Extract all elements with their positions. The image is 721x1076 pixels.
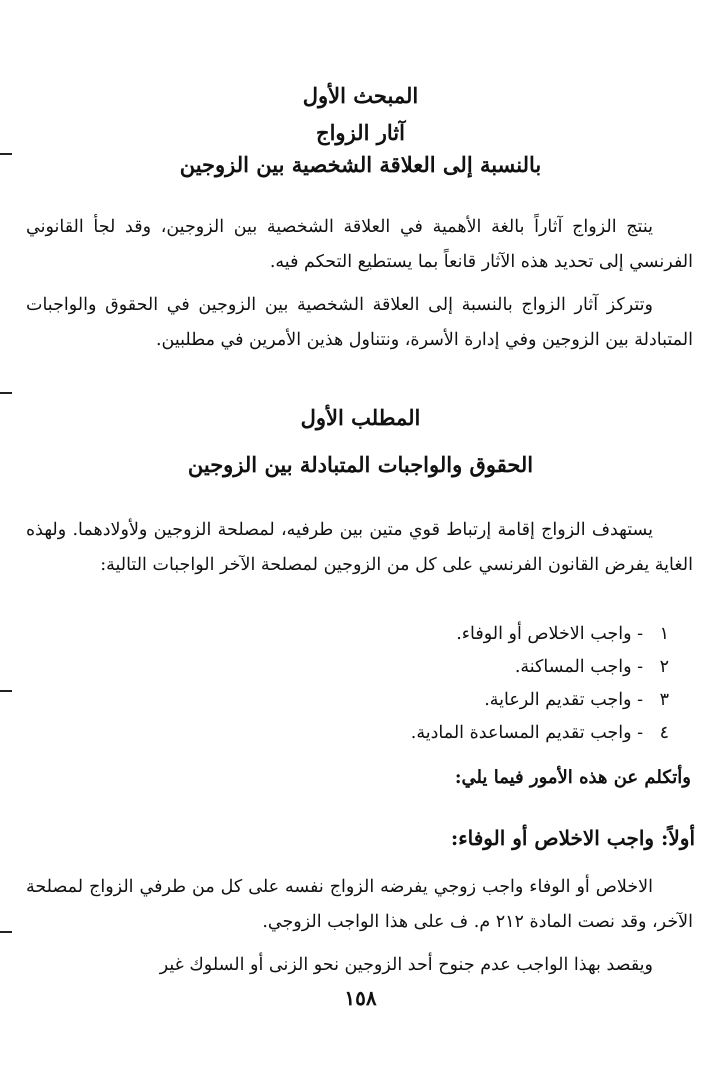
paragraph-2: وتتركز آثار الزواج بالنسبة إلى العلاقة الشخصية بين الزوجين في الحقوق والواجبات المتبادلة بين الزوجين وفي إدارة الأسرة، ونتناول هذين الأمرين في مطلبين. <box>26 295 693 350</box>
list-item <box>60 618 669 651</box>
paragraph-4: الاخلاص أو الوفاء واجب زوجي يفرضه الزواج نفسه على كل من طرفي الزواج لمصلحة الآخر، وقد نصت المادة ٢١٢ م. ف على هذا الواجب الزوجي. <box>26 877 693 932</box>
margin-mark <box>0 931 12 933</box>
chapter-heading: المبحث الأول <box>302 83 419 108</box>
section-heading: المطلب الأول <box>300 405 421 430</box>
subtitle-heading: بالنسبة إلى العلاقة الشخصية بين الزوجين <box>179 152 542 177</box>
paragraph-5: ويقصد بهذا الواجب عدم جنوح أحد الزوجين نحو الزنى أو السلوك غير <box>159 955 653 975</box>
paragraph-3: يستهدف الزواج إقامة إرتباط قوي متين بين طرفيه، لمصلحة الزوجين ولأولادهما. ولهذه الغاية يفرض القانون الفرنسي على كل من الزوجين لمصلحة الآخر الواجبات التالية: <box>26 520 693 575</box>
list-item-text: - واجب تقديم المساعدة المادية. <box>410 723 643 743</box>
first-section-title: أولاً: واجب الاخلاص أو الوفاء: <box>450 826 695 850</box>
paragraph-1: ينتج الزواج آثاراً بالغة الأهمية في العلاقة الشخصية بين الزوجين، وقد لجأ القانوني الفرنسي إلى تحديد هذه الآثار قانعاً بما يستطيع التحكم فيه. <box>26 217 693 272</box>
list-item <box>60 651 669 684</box>
margin-mark <box>0 153 12 155</box>
list-item <box>60 684 669 717</box>
margin-mark <box>0 690 12 692</box>
list-item-text: - واجب تقديم الرعاية. <box>484 690 643 710</box>
list-item-number: ٢ <box>659 657 669 677</box>
list-item-number: ١ <box>659 624 669 644</box>
title-heading: آثار الزواج <box>316 120 405 145</box>
list-item-number: ٣ <box>659 690 669 710</box>
list-item-text: - واجب الاخلاص أو الوفاء. <box>456 624 643 644</box>
intro-line: وأتكلم عن هذه الأمور فيما يلي: <box>454 767 691 788</box>
page-number: ١٥٨ <box>344 986 377 1010</box>
section-subtitle-heading: الحقوق والواجبات المتبادلة بين الزوجين <box>187 452 534 477</box>
duties-list <box>60 618 669 750</box>
list-item <box>60 717 669 750</box>
margin-mark <box>0 392 12 394</box>
list-item-number: ٤ <box>659 723 669 743</box>
list-item-text: - واجب المساكنة. <box>514 657 643 677</box>
